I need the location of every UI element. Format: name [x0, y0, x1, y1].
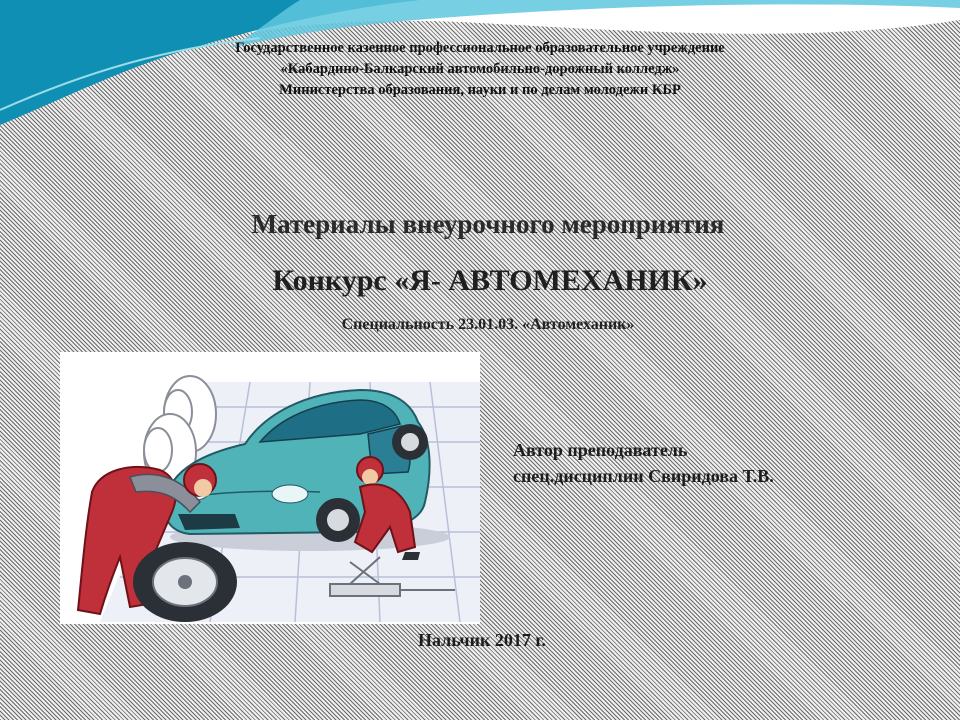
specialty-line: Специальность 23.01.03. «Автомеханик» — [341, 316, 635, 333]
front-tire — [133, 542, 237, 622]
auto-mechanics-illustration — [60, 352, 480, 624]
institution-header — [0, 38, 960, 101]
author-block — [513, 437, 774, 489]
institution-line-3: Министерства образования, науки и по делам молодежи КБР — [279, 82, 681, 98]
institution-line-2: «Кабардино-Балкарский автомобильно-дорожный колледж» — [280, 61, 680, 77]
institution-line-1: Государственное казенное профессиональное образовательное учреждение — [235, 40, 725, 56]
mechanics-car-image — [60, 352, 480, 624]
page-title: Материалы внеурочного мероприятия — [251, 209, 725, 239]
author-line-1: Автор преподаватель — [513, 440, 688, 460]
contest-title: Конкурс «Я- АВТОМЕХАНИК» — [272, 264, 708, 297]
author-line-2: спец.дисциплин Свиридова Т.В. — [513, 466, 774, 486]
city-year: Нальчик 2017 г. — [418, 630, 546, 650]
